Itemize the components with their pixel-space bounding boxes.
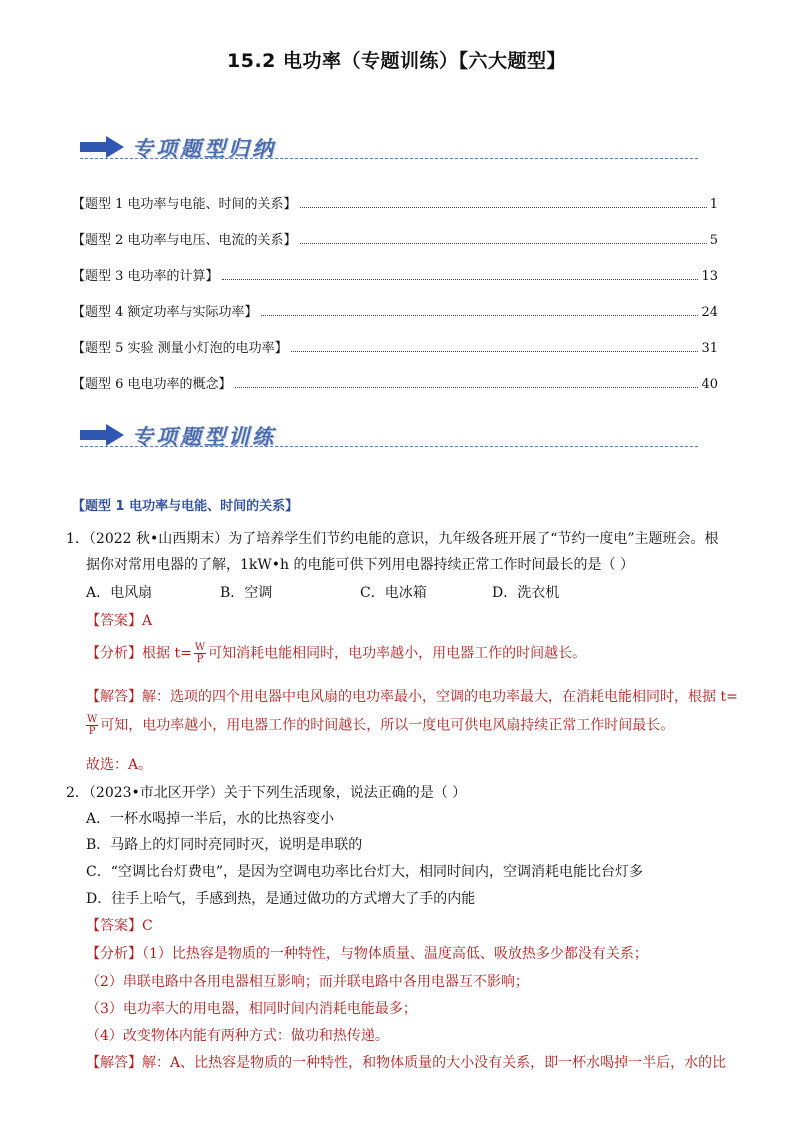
toc-label: 【题型 3 电功率的计算】	[72, 269, 219, 284]
option-c: C．电冰箱	[360, 585, 427, 601]
toc-entry-4[interactable]	[72, 298, 718, 320]
analysis-2-line-4: （4）改变物体内能有两种方式：做功和热传递。	[86, 1028, 389, 1044]
toc-leader	[300, 207, 707, 208]
arrow-right-icon	[80, 136, 124, 158]
toc-entry-6[interactable]	[72, 370, 718, 392]
analysis-2-line-1	[86, 943, 648, 965]
solution-tag: 【解答】	[86, 689, 142, 705]
answer-value: C	[142, 918, 153, 934]
answer-1	[86, 610, 152, 632]
solution-text: 可知，电功率越小，用电器工作的时间越长，所以一度电可供电风扇持续正常工作时间最长。	[100, 717, 675, 734]
toc-leader	[235, 387, 699, 388]
toc-entry-2[interactable]	[72, 226, 718, 248]
toc-leader	[222, 279, 699, 280]
toc-page: 5	[709, 233, 718, 248]
analysis-1	[86, 642, 586, 665]
solution-tag: 【解答】	[86, 1055, 142, 1071]
analysis-tag: 【分析】	[86, 645, 142, 662]
fraction-numerator: W	[87, 714, 98, 725]
toc-page: 13	[701, 269, 718, 284]
formula-fraction	[86, 714, 98, 737]
answer-tag: 【答案】	[86, 918, 142, 934]
banner-divider	[80, 158, 698, 159]
toc-label: 【题型 5 实验 测量小灯泡的电功率】	[72, 341, 288, 356]
analysis-2-line-3: （3）电功率大的用电器，相同时间内消耗电能最多；	[86, 1001, 417, 1017]
toc-label: 【题型 1 电功率与电能、时间的关系】	[72, 197, 297, 212]
analysis-tag: 【分析】	[86, 946, 142, 962]
summary-banner	[80, 132, 700, 168]
question-1-line-2: 据你对常用电器的了解，1kW•h 的电能可供下列用电器持续正常工作时间最长的是（ ）	[86, 557, 634, 573]
toc-label: 【题型 2 电功率与电压、电流的关系】	[72, 233, 297, 248]
option-b: B．马路上的灯同时亮同时灭，说明是串联的	[86, 837, 363, 853]
option-d: D．往手上哈气，手感到热，是通过做功的方式增大了手的内能	[86, 891, 476, 907]
toc-entry-5[interactable]	[72, 334, 718, 356]
section-heading: 【题型 1 电功率与电能、时间的关系】	[72, 499, 299, 514]
fraction-numerator: W	[194, 642, 206, 653]
toc-leader	[300, 243, 707, 244]
question-1-line-1: 1．（2022 秋•山西期末）为了培养学生们节约电能的意识，九年级各班开展了“节约一度电”主题班会。根	[66, 531, 719, 547]
option-a: A．电风扇	[86, 585, 153, 601]
toc-label: 【题型 6 电电功率的概念】	[72, 377, 232, 392]
conclusion-1: 故选：A。	[86, 757, 153, 773]
solution-text: 解：选项的四个用电器中电风扇的电功率最小，空调的电功率最大，在消耗电能相同时，根据 t=	[142, 689, 738, 705]
answer-value: A	[142, 613, 153, 629]
option-a: A．一杯水喝掉一半后，水的比热容变小	[86, 811, 335, 827]
analysis-text: 根据 t=	[142, 645, 192, 662]
page-title: 15.2 电功率（专题训练）【六大题型】	[227, 50, 566, 72]
training-banner-text: 专项题型训练	[132, 425, 276, 449]
toc-page: 24	[701, 305, 718, 320]
solution-1-line-1	[86, 686, 738, 708]
solution-1-line-2	[84, 714, 674, 737]
analysis-text: 可知消耗电能相同时，电功率越小，用电器工作的时间越长。	[208, 645, 587, 662]
toc-page: 1	[709, 197, 718, 212]
fraction-denominator: P	[88, 726, 96, 737]
solution-2-line-1	[86, 1052, 726, 1074]
answer-2	[86, 915, 153, 937]
analysis-text: （1）比热容是物质的一种特性，与物体质量、温度高低、吸放热多少都没有关系；	[142, 946, 648, 962]
training-banner	[80, 420, 700, 456]
analysis-2-line-2: （2）串联电路中各用电器相互影响；而并联电路中各用电器互不影响；	[86, 974, 529, 990]
toc-page: 31	[701, 341, 718, 356]
toc-entry-1[interactable]	[72, 190, 718, 212]
fraction-denominator: P	[196, 654, 204, 665]
option-b: B．空调	[220, 585, 273, 601]
arrow-right-icon	[80, 424, 124, 446]
toc-entry-3[interactable]	[72, 262, 718, 284]
formula-fraction	[194, 642, 206, 665]
banner-divider	[80, 446, 698, 447]
option-c: C．“空调比台灯费电”，是因为空调电功率比台灯大，相同时间内，空调消耗电能比台灯多	[86, 864, 644, 880]
solution-text: 解：A、比热容是物质的一种特性，和物体质量的大小没有关系，即一杯水喝掉一半后，水的比	[142, 1055, 727, 1071]
toc-label: 【题型 4 额定功率与实际功率】	[72, 305, 258, 320]
question-2-line-1: 2．（2023•市北区开学）关于下列生活现象，说法正确的是（ ）	[66, 785, 467, 801]
toc-leader	[261, 315, 699, 316]
toc-page: 40	[701, 377, 718, 392]
answer-tag: 【答案】	[86, 613, 142, 629]
option-d: D．洗衣机	[492, 585, 560, 601]
summary-banner-text: 专项题型归纳	[132, 137, 276, 161]
toc-leader	[291, 351, 699, 352]
